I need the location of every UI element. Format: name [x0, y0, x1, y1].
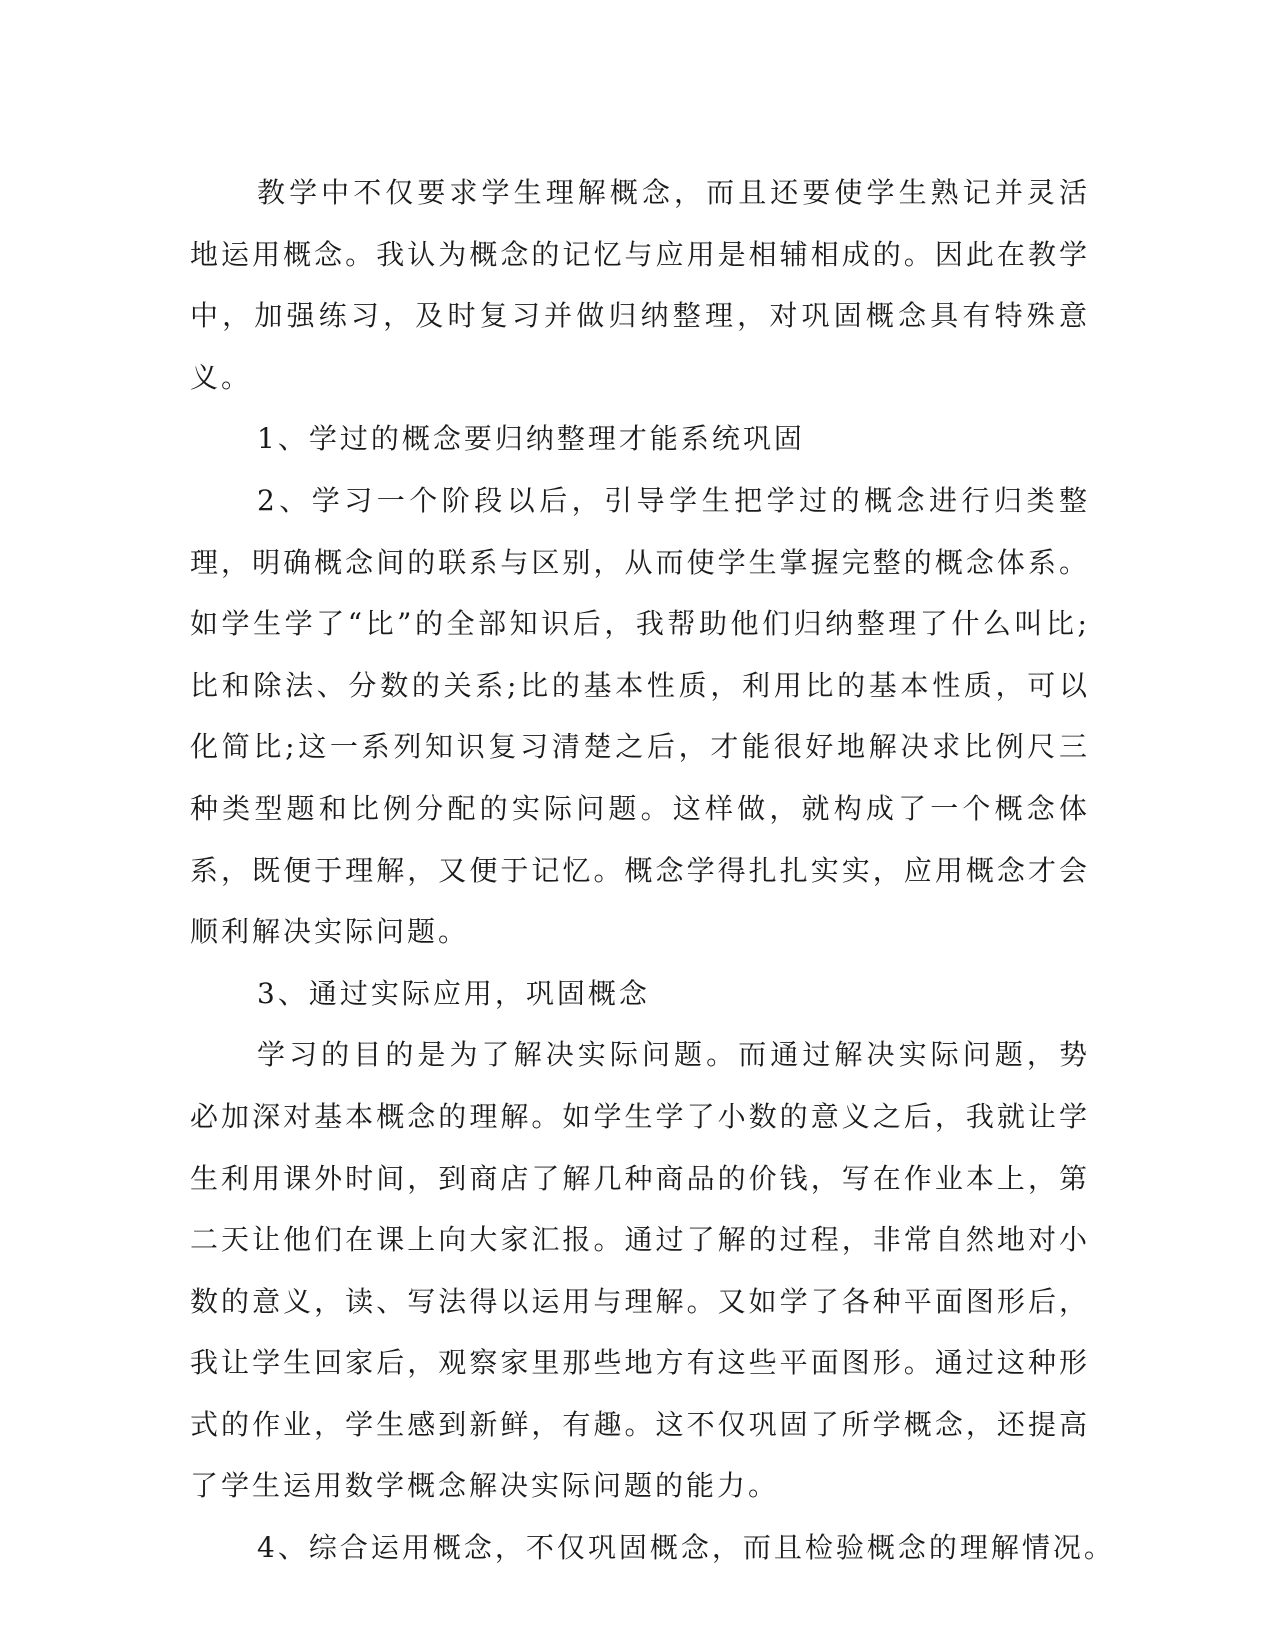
paragraph-intro: 教学中不仅要求学生理解概念，而且还要使学生熟记并灵活地运用概念。我认为概念的记忆与应用是相辅相成的。因此在教学中，加强练习，及时复习并做归纳整理，对巩固概念具有特殊意义。 — [190, 176, 1090, 394]
paragraph-2: 2、学习一个阶段以后，引导学生把学过的概念进行归类整理，明确概念间的联系与区别，从而使学生掌握完整的概念体系。如学生学了“比”的全部知识后，我帮助他们归纳整理了什么叫比;比和除法、分数的关系;比的基本性质，利用比的基本性质，可以化简比;这一系列知识复习清楚之后，才能很好地解决求比例尺三种类型题和比例分配的实际问题。这样做，就构成了一个概念体系，既便于理解，又便于记忆。概念学得扎扎实实，应用概念才会顺利解决实际问题。 — [190, 483, 1090, 949]
section-heading-3: 3、通过实际应用，巩固概念 — [257, 976, 650, 1010]
document-body — [190, 162, 1115, 1579]
paragraph-practical-application: 学习的目的是为了解决实际问题。而通过解决实际问题，势必加深对基本概念的理解。如学生学了小数的意义之后，我就让学生利用课外时间，到商店了解几种商品的价钱，写在作业本上，第二天让他们在课上向大家汇报。通过了解的过程，非常自然地对小数的意义，读、写法得以运用与理解。又如学了各种平面图形后，我让学生回家后，观察家里那些地方有这些平面图形。通过这种形式的作业，学生感到新鲜，有趣。这不仅巩固了所学概念，还提高了学生运用数学概念解决实际问题的能力。 — [190, 1038, 1090, 1503]
section-heading-1: 1、学过的概念要归纳整理才能系统巩固 — [257, 422, 805, 456]
section-heading-4: 4、综合运用概念，不仅巩固概念，而且检验概念的理解情况。 — [257, 1531, 1115, 1565]
